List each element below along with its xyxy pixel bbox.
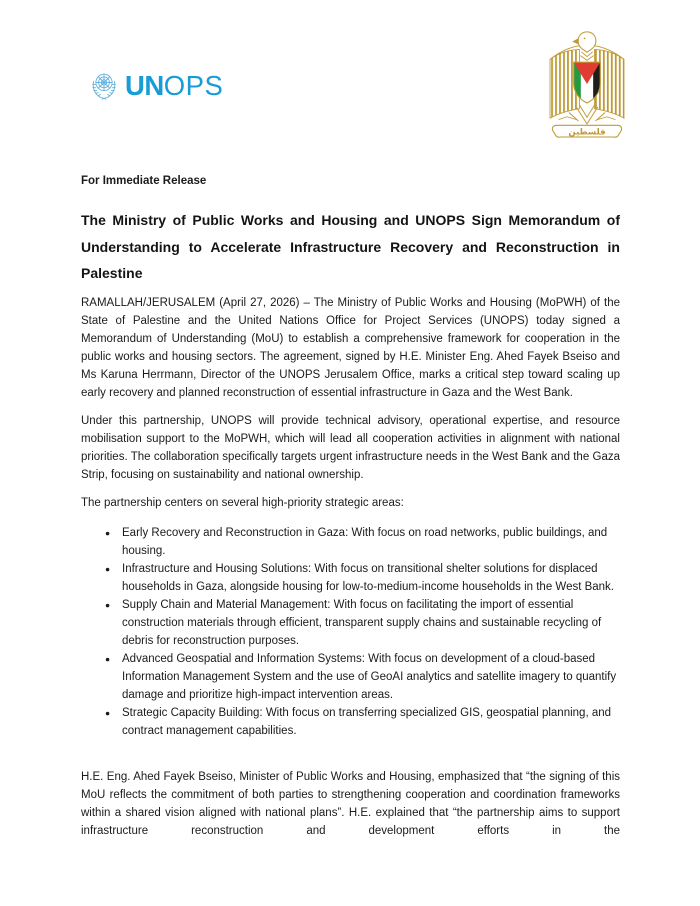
eagle-head (578, 32, 596, 52)
bullet-icon: ● (105, 527, 111, 538)
list-intro: The partnership centers on several high-priority strategic areas: (81, 496, 404, 509)
document-header (81, 0, 620, 175)
bullet-icon: ● (105, 599, 111, 610)
list-item (105, 650, 620, 704)
headline: The Ministry of Public Works and Housing and UNOPS Sign Memorandum of Understanding to Accelerate Infrastructure Recovery and Reconstruction in Palestine (81, 212, 620, 281)
list-item (105, 524, 620, 560)
paragraph-dateline: RAMALLAH/JERUSALEM (April 27, 2026) – The Ministry of Public Works and Housing (MoPWH) of the State of Palestine and the United Nations Office for Project Services (UNOPS) today signed a Memorandum of Understanding (MoU) to establish a comprehensive framework for cooperation in the public works and housing sectors. The agreement, signed by H.E. Minister Eng. Ahed Fayek Bseiso and Ms Karuna Herrmann, Director of the UNOPS Jerusalem Office, marks a critical step toward scaling up early recovery and planned reconstruction of essential infrastructure in Gaza and the West Bank. (81, 296, 620, 399)
bullet-text: Strategic Capacity Building: With focus on transferring specialized GIS, geospatial planning, and contract management capabilities. (122, 706, 612, 737)
unops-wordmark (125, 72, 223, 100)
bullet-icon: ● (105, 707, 111, 718)
list-item (105, 596, 620, 650)
un-emblem-icon (88, 70, 120, 102)
unops-logo (88, 70, 223, 102)
eagle-eye (584, 37, 586, 39)
bullet-text: Advanced Geospatial and Information Systems: With focus on development of a cloud-based Information Management System and the use of GeoAI analytics and satellite imagery to quantify damage and prioritize high-impact intervention areas. (122, 652, 617, 701)
bullet-text: Early Recovery and Reconstruction in Gaza: With focus on road networks, public buildings, and housing. (122, 526, 608, 557)
release-label: For Immediate Release (81, 175, 207, 187)
paragraph-minister-quote: H.E. Eng. Ahed Fayek Bseiso, Minister of Public Works and Housing, emphasized that “the signing of this MoU reflects the commitment of both parties to strengthening cooperation and coordination frameworks within a shared vision aligned with national plans”. H.E. explained that “the partnership aims to support infrastructure reconstruction and development efforts in the (81, 770, 620, 837)
wordmark-un: UN (125, 70, 164, 102)
palestine-coat-of-arms-icon (544, 30, 630, 140)
banner-text: فلسطين (568, 127, 606, 138)
paragraph-partnership: Under this partnership, UNOPS will provide technical advisory, operational expertise, and resource mobilisation support to the MoPWH, which will lead all cooperation activities in alignment with national priorities. The collaboration specifically targets urgent infrastructure needs in the West Bank and the Gaza Strip, focusing on sustainability and national ownership. (81, 414, 620, 481)
bullet-text: Infrastructure and Housing Solutions: With focus on transitional shelter solutions for displaced households in Gaza, alongside housing for low-to-medium-income households in the West Bank. (122, 562, 615, 593)
list-item (105, 560, 620, 596)
eagle-beak (572, 38, 578, 44)
bullet-text: Supply Chain and Material Management: With focus on facilitating the import of essential construction materials through efficient, transparent supply chains and sustainable recycling of debris for reconstruction purposes. (122, 598, 602, 647)
bullet-icon: ● (105, 653, 111, 664)
wordmark-ops: OPS (163, 70, 224, 102)
bullet-icon: ● (105, 563, 111, 574)
strategic-areas-list (81, 524, 620, 740)
list-item (105, 704, 620, 740)
